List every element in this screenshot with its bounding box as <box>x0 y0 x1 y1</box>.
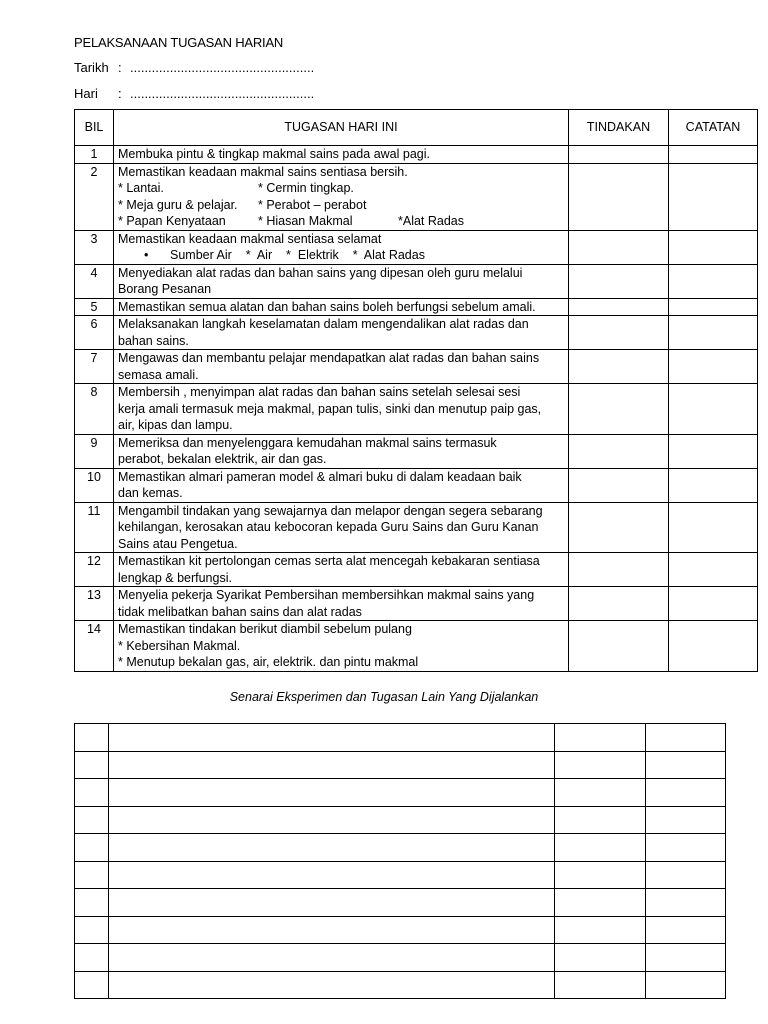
row-number: 8 <box>75 384 114 435</box>
task-line: Membersih , menyimpan alat radas dan bahan sains setelah selesai sesi <box>118 385 521 399</box>
task-table-header <box>75 110 758 146</box>
task-line: kerja amali termasuk meja makmal, papan tulis, sinki dan menutup paip gas, <box>118 401 542 416</box>
blank-row <box>75 834 726 862</box>
table-row <box>75 298 758 316</box>
hari-value: ................................................... <box>130 86 315 101</box>
task-description <box>114 230 569 264</box>
row-number: 13 <box>75 587 114 621</box>
tindakan-cell[interactable] <box>569 553 669 587</box>
task-line: Memeriksa dan menyelenggara kemudahan makmal sains termasuk <box>118 435 497 450</box>
blank-cell-catatan[interactable] <box>646 779 726 807</box>
blank-row <box>75 861 726 889</box>
tindakan-cell[interactable] <box>569 621 669 672</box>
task-description <box>114 468 569 502</box>
table-row <box>75 502 758 553</box>
blank-cell-number[interactable] <box>75 779 109 807</box>
blank-row <box>75 779 726 807</box>
blank-cell-number[interactable] <box>75 861 109 889</box>
task-line: Membuka pintu & tingkap makmal sains pada awal pagi. <box>118 147 430 161</box>
task-item: *Alat Radas <box>398 214 465 228</box>
task-item: * Perabot – perabot <box>258 197 367 212</box>
row-number: 10 <box>75 468 114 502</box>
table-row <box>75 146 758 164</box>
task-line: Memastikan keadaan makmal sentiasa selamat <box>118 231 382 246</box>
row-number: 5 <box>75 298 114 316</box>
blank-cell-catatan[interactable] <box>646 724 726 752</box>
blank-row <box>75 806 726 834</box>
tarikh-label: Tarikh <box>74 60 109 75</box>
tindakan-cell[interactable] <box>569 587 669 621</box>
catatan-cell[interactable] <box>669 553 758 587</box>
tindakan-cell[interactable] <box>569 146 669 164</box>
catatan-cell[interactable] <box>669 264 758 298</box>
task-line: Memastikan almari pameran model & almari buku di dalam keadaan baik <box>118 469 522 484</box>
blank-cell-catatan[interactable] <box>646 861 726 889</box>
catatan-cell[interactable] <box>669 163 758 230</box>
catatan-cell[interactable] <box>669 587 758 621</box>
tindakan-cell[interactable] <box>569 230 669 264</box>
task-description <box>114 350 569 384</box>
task-line: Melaksanakan langkah keselamatan dalam mengendalikan alat radas dan <box>118 317 529 331</box>
tarikh-sep: : <box>118 60 122 75</box>
blank-cell-number[interactable] <box>75 971 109 999</box>
tindakan-cell[interactable] <box>569 350 669 384</box>
blank-cell-catatan[interactable] <box>646 751 726 779</box>
task-description <box>114 621 569 672</box>
catatan-cell[interactable] <box>669 434 758 468</box>
blank-cell-catatan[interactable] <box>646 834 726 862</box>
task-line: Mengambil tindakan yang sewajarnya dan melapor dengan segera sebarang <box>118 503 543 518</box>
task-line: Mengawas dan membantu pelajar mendapatkan alat radas dan bahan sains <box>118 351 540 365</box>
blank-cell-task[interactable] <box>109 889 555 917</box>
task-item-line <box>118 180 564 197</box>
row-number: 9 <box>75 434 114 468</box>
row-number: 14 <box>75 621 114 672</box>
blank-cell-tindakan[interactable] <box>555 916 646 944</box>
blank-cell-number[interactable] <box>75 806 109 834</box>
task-line: Sains atau Pengetua. <box>118 536 238 551</box>
task-description <box>114 316 569 350</box>
blank-row <box>75 724 726 752</box>
catatan-cell[interactable] <box>669 298 758 316</box>
task-item-line <box>118 197 564 214</box>
blank-cell-number[interactable] <box>75 834 109 862</box>
row-number: 7 <box>75 350 114 384</box>
tarikh-field <box>74 60 314 75</box>
blank-cell-task[interactable] <box>109 944 555 972</box>
catatan-cell[interactable] <box>669 468 758 502</box>
blank-row <box>75 889 726 917</box>
blank-cell-catatan[interactable] <box>646 889 726 917</box>
blank-cell-number[interactable] <box>75 751 109 779</box>
task-line: tidak melibatkan bahan sains dan alat radas <box>118 604 362 619</box>
blank-cell-task[interactable] <box>109 916 555 944</box>
blank-cell-tindakan[interactable] <box>555 806 646 834</box>
task-item-line <box>118 213 564 230</box>
task-table-body <box>75 146 758 672</box>
table-row <box>75 230 758 264</box>
task-line: perabot, bekalan elektrik, air dan gas. <box>118 452 327 466</box>
task-item: * Papan Kenyataan <box>118 214 226 228</box>
header-bil: BIL <box>75 110 114 146</box>
experiment-table-body <box>75 724 726 999</box>
table-row <box>75 316 758 350</box>
blank-cell-task[interactable] <box>109 751 555 779</box>
header-tindakan: TINDAKAN <box>569 110 669 146</box>
blank-cell-tindakan[interactable] <box>555 834 646 862</box>
task-item: * Cermin tingkap. <box>258 181 354 195</box>
hari-sep: : <box>118 86 122 101</box>
catatan-cell[interactable] <box>669 621 758 672</box>
table-row <box>75 384 758 435</box>
task-line: Borang Pesanan <box>118 282 212 296</box>
blank-cell-tindakan[interactable] <box>555 971 646 999</box>
row-number: 11 <box>75 502 114 553</box>
blank-cell-tindakan[interactable] <box>555 724 646 752</box>
page-title: PELAKSANAAN TUGASAN HARIAN <box>74 35 284 50</box>
row-number: 1 <box>75 146 114 164</box>
catatan-cell[interactable] <box>669 384 758 435</box>
task-line: lengkap & berfungsi. <box>118 570 232 585</box>
bullet-icon: • <box>144 248 149 262</box>
task-line: Menyediakan alat radas dan bahan sains yang dipesan oleh guru melalui <box>118 265 523 280</box>
blank-cell-task[interactable] <box>109 971 555 999</box>
blank-cell-number[interactable] <box>75 944 109 972</box>
task-description <box>114 264 569 298</box>
task-line: bahan sains. <box>118 333 189 348</box>
row-number: 3 <box>75 230 114 264</box>
blank-row <box>75 916 726 944</box>
task-table <box>74 109 758 672</box>
header-catatan: CATATAN <box>669 110 758 146</box>
row-number: 4 <box>75 264 114 298</box>
task-line: dan kemas. <box>118 486 183 500</box>
blank-row <box>75 971 726 999</box>
blank-cell-catatan[interactable] <box>646 944 726 972</box>
blank-cell-catatan[interactable] <box>646 916 726 944</box>
task-line: Menyelia pekerja Syarikat Pembersihan membersihkan makmal sains yang <box>118 588 535 602</box>
blank-cell-tindakan[interactable] <box>555 751 646 779</box>
task-description <box>114 163 569 230</box>
tindakan-cell[interactable] <box>569 264 669 298</box>
task-description <box>114 298 569 316</box>
task-description <box>114 502 569 553</box>
blank-cell-tindakan[interactable] <box>555 779 646 807</box>
blank-cell-catatan[interactable] <box>646 806 726 834</box>
blank-cell-tindakan[interactable] <box>555 944 646 972</box>
task-bullet-text: Sumber Air * Air * Elektrik * Alat Radas <box>170 248 425 262</box>
blank-cell-tindakan[interactable] <box>555 889 646 917</box>
task-line: * Kebersihan Makmal. <box>118 638 241 653</box>
experiment-table <box>74 723 726 999</box>
task-line: Memastikan keadaan makmal sains sentiasa bersih. <box>118 164 408 179</box>
tindakan-cell[interactable] <box>569 468 669 502</box>
task-line: semasa amali. <box>118 367 199 382</box>
blank-cell-number[interactable] <box>75 724 109 752</box>
task-description <box>114 146 569 164</box>
task-description <box>114 587 569 621</box>
table-row <box>75 587 758 621</box>
table-row <box>75 264 758 298</box>
blank-cell-catatan[interactable] <box>646 971 726 999</box>
tindakan-cell[interactable] <box>569 434 669 468</box>
catatan-cell[interactable] <box>669 146 758 164</box>
table-row <box>75 350 758 384</box>
tarikh-value: ................................................... <box>130 60 315 75</box>
task-line: Memastikan tindakan berikut diambil sebelum pulang <box>118 622 412 636</box>
table-row <box>75 468 758 502</box>
tindakan-cell[interactable] <box>569 316 669 350</box>
task-description <box>114 384 569 435</box>
tindakan-cell[interactable] <box>569 163 669 230</box>
task-line: Memastikan kit pertolongan cemas serta alat mencegah kebakaran sentiasa <box>118 554 540 568</box>
hari-label: Hari <box>74 86 98 101</box>
blank-cell-task[interactable] <box>109 779 555 807</box>
task-bullet-line <box>118 247 564 264</box>
catatan-cell[interactable] <box>669 350 758 384</box>
table-row <box>75 434 758 468</box>
task-line: Memastikan semua alatan dan bahan sains boleh berfungsi sebelum amali. <box>118 299 536 314</box>
table-row <box>75 621 758 672</box>
table-row <box>75 553 758 587</box>
header-tugasan: TUGASAN HARI INI <box>114 110 569 146</box>
tindakan-cell[interactable] <box>569 298 669 316</box>
section-title: Senarai Eksperimen dan Tugasan Lain Yang Dijalankan <box>229 690 539 704</box>
task-description <box>114 553 569 587</box>
blank-cell-task[interactable] <box>109 834 555 862</box>
task-item: * Meja guru & pelajar. <box>118 197 238 212</box>
table-row <box>75 163 758 230</box>
catatan-cell[interactable] <box>669 316 758 350</box>
catatan-cell[interactable] <box>669 230 758 264</box>
task-item: * Lantai. <box>118 181 164 195</box>
task-description <box>114 434 569 468</box>
tindakan-cell[interactable] <box>569 502 669 553</box>
task-line: kehilangan, kerosakan atau kebocoran kepada Guru Sains dan Guru Kanan <box>118 520 539 534</box>
tindakan-cell[interactable] <box>569 384 669 435</box>
blank-cell-task[interactable] <box>109 806 555 834</box>
blank-cell-tindakan[interactable] <box>555 861 646 889</box>
row-number: 6 <box>75 316 114 350</box>
blank-cell-number[interactable] <box>75 916 109 944</box>
hari-field <box>74 86 314 101</box>
task-item: * Hiasan Makmal <box>258 214 353 228</box>
task-line: air, kipas dan lampu. <box>118 418 233 432</box>
blank-cell-task[interactable] <box>109 861 555 889</box>
blank-row <box>75 751 726 779</box>
catatan-cell[interactable] <box>669 502 758 553</box>
blank-cell-task[interactable] <box>109 724 555 752</box>
task-line: * Menutup bekalan gas, air, elektrik. dan pintu makmal <box>118 655 419 669</box>
row-number: 12 <box>75 553 114 587</box>
blank-cell-number[interactable] <box>75 889 109 917</box>
blank-row <box>75 944 726 972</box>
row-number: 2 <box>75 163 114 230</box>
